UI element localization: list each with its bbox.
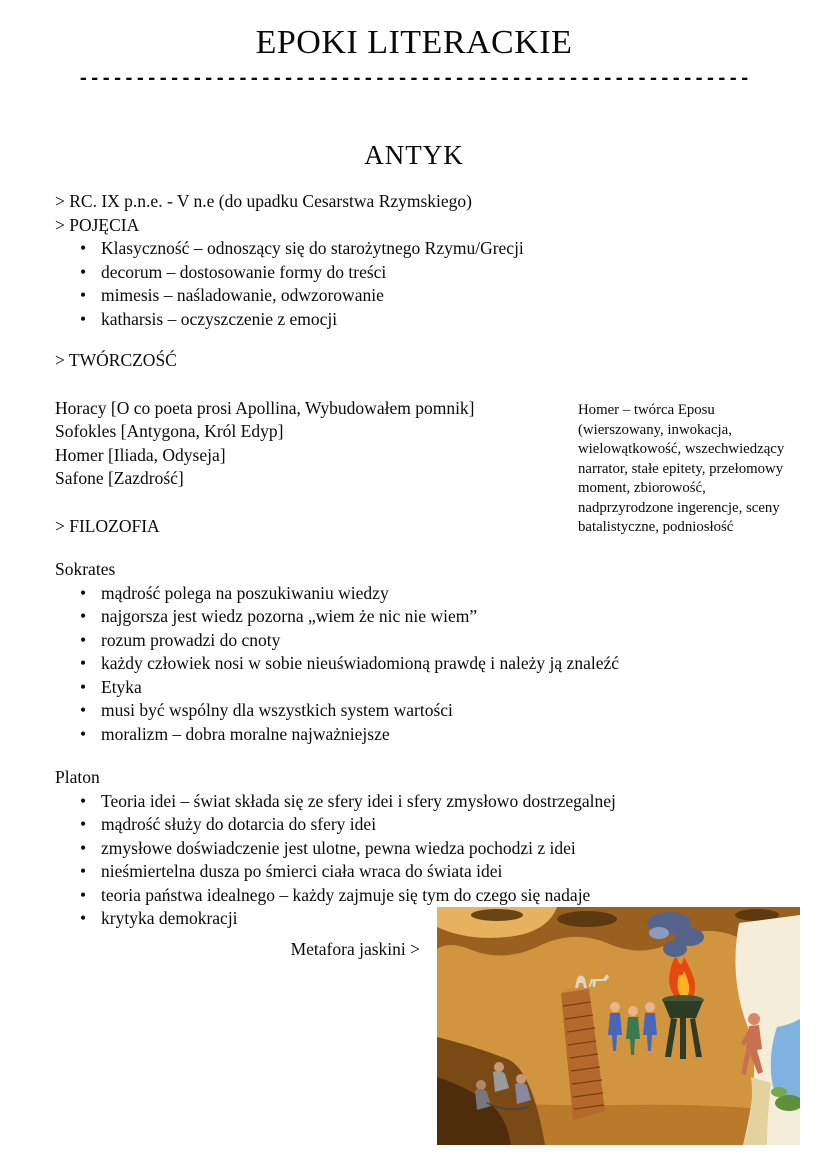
list-item-text: mimesis – naśladowanie, odwzorowanie (101, 285, 384, 305)
list-item (55, 723, 773, 747)
cave-allegory-illustration (437, 907, 800, 1145)
list-item-text: moralizm – dobra moralne najważniejsze (101, 723, 390, 744)
tworczosc-heading: > TWÓRCZOŚĆ (55, 350, 177, 370)
list-item-text: krytyka demokracji (101, 908, 238, 928)
author-line: Sofokles [Antygona, Król Edyp] (55, 421, 284, 441)
list-item-text: teoria państwa idealnego – każdy zajmuje się tym do czego się nadaje (101, 884, 591, 905)
bullet-icon: • (80, 582, 87, 603)
list-item-text: każdy człowiek nosi w sobie nieuświadomioną prawdę i należy ją znaleźć (101, 653, 620, 673)
bullet-icon: • (80, 653, 87, 673)
list-item (55, 652, 773, 676)
list-item-text: najgorsza jest wiedz pozorna „wiem że nic nie wiem” (101, 606, 478, 626)
bullet-icon: • (80, 238, 87, 258)
bullet-icon: • (80, 790, 87, 811)
pojecia-list (55, 237, 773, 331)
bullet-icon: • (80, 606, 87, 626)
bullet-icon: • (80, 814, 87, 834)
list-item (55, 699, 773, 723)
page-title: EPOKI LITERACKIE (255, 24, 573, 61)
list-item (55, 629, 773, 653)
list-item (55, 605, 773, 629)
list-item-text: katharsis – oczyszczenie z emocji (101, 308, 338, 329)
author-line: Homer [Iliada, Odyseja] (55, 444, 226, 465)
list-item (55, 308, 773, 332)
cave-allegory-svg (437, 907, 800, 1145)
bullet-icon: • (80, 884, 87, 905)
list-item (55, 237, 773, 261)
sokrates-heading: Sokrates (55, 559, 116, 579)
bullet-icon: • (80, 629, 87, 650)
list-item-text: Etyka (101, 676, 142, 697)
list-item (55, 813, 773, 837)
list-item-text: decorum – dostosowanie formy do treści (101, 261, 387, 282)
list-item-text: rozum prowadzi do cnoty (101, 629, 281, 650)
list-item-text: nieśmiertelna dusza po śmierci ciała wraca do świata idei (101, 861, 503, 881)
list-item (55, 284, 773, 308)
sokrates-list (55, 582, 773, 747)
timeline-line: > RC. IX p.n.e. - V n.e (do upadku Cesarstwa Rzymskiego) (55, 191, 473, 211)
list-item-text: mądrość służy do dotarcia do sfery idei (101, 814, 377, 834)
bullet-icon: • (80, 700, 87, 720)
list-item-text: Klasyczność – odnoszący się do starożytnego Rzymu/Grecji (101, 238, 524, 258)
bullet-icon: • (80, 285, 87, 305)
list-item (55, 884, 773, 908)
bullet-icon: • (80, 861, 87, 881)
homer-side-note: Homer – twórca Eposu (wierszowany, inwokacja, wielowątkowość, wszechwiedzący narrator, stałe epitety, przełomowy moment, zbiorowość, nadprzyrodzone ingerencje, sceny batalistyczne, podniosłość (578, 402, 785, 535)
pojecia-heading: > POJĘCIA (55, 214, 140, 235)
antyk-section (0, 190, 828, 931)
bullet-icon: • (80, 837, 87, 858)
bullet-icon: • (80, 261, 87, 282)
bullet-icon: • (80, 676, 87, 697)
author-line: Horacy [O co poeta prosi Apollina, Wybudowałem pomnik] (55, 397, 475, 418)
bullet-icon: • (80, 308, 87, 329)
dashed-divider: ----------------------------------------------------------- (77, 68, 751, 90)
author-line: Safone [Zazdrość] (55, 468, 184, 488)
list-item (55, 837, 773, 861)
list-item-text: musi być wspólny dla wszystkich system wartości (101, 700, 453, 720)
filozofia-heading: > FILOZOFIA (55, 515, 160, 536)
list-item (55, 790, 773, 814)
bullet-icon: • (80, 908, 87, 928)
list-item (55, 860, 773, 884)
list-item-text: Teoria idei – świat składa się ze sfery idei i sfery zmysłowo dostrzegalnej (101, 790, 616, 811)
list-item-text: mądrość polega na poszukiwaniu wiedzy (101, 582, 389, 603)
list-item-text: zmysłowe doświadczenie jest ulotne, pewna wiedza pochodzi z idei (101, 837, 576, 858)
bullet-icon: • (80, 723, 87, 744)
list-item (55, 261, 773, 285)
cave-caption: Metafora jaskini > (290, 939, 420, 959)
platon-heading: Platon (55, 767, 100, 787)
list-item (55, 582, 773, 606)
section-heading-antyk: ANTYK (364, 140, 464, 170)
list-item (55, 676, 773, 700)
